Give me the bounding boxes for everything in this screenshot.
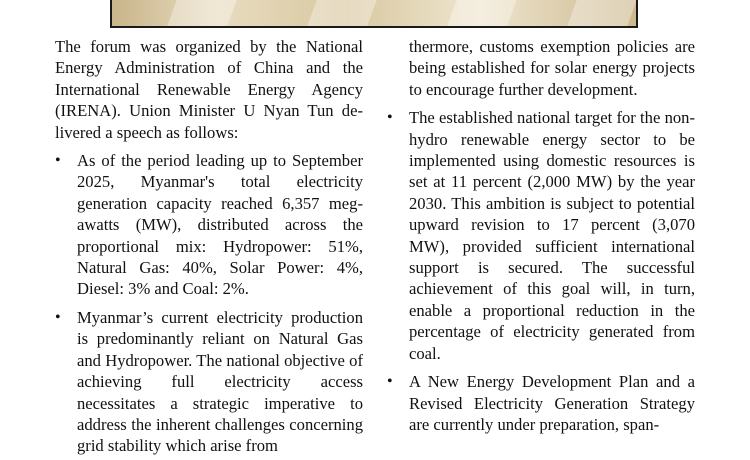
continuation-paragraph: thermore, customs exemption policies are being established for solar energy projects to encourage further development. <box>409 37 695 99</box>
bullet-icon: • <box>387 373 393 391</box>
list-item <box>55 307 363 457</box>
bullet-icon: • <box>387 109 393 127</box>
intro-paragraph: The forum was organized by the National Energy Administration of China and the International Renewable Energy Agency (IRENA). Union Minister U Nyan Tun delivered a speech as follows: <box>55 37 363 142</box>
article-photo <box>110 0 638 28</box>
list-item <box>387 371 695 435</box>
left-bullet-list <box>55 150 363 457</box>
bullet-icon: • <box>55 308 61 326</box>
list-item-text: The established national target for the non-hydro renewable energy sector to be implemented using domestic resources is set at 11 percent (2,000 MW) by the year 2030. This ambition is subject to potential upward revision to 17 percent (3,070 MW), provided sufficient international support is secured. The successful achievement of this goal will, in turn, enable a proportional reduction in the percentage of electricity generated from coal. <box>409 108 695 363</box>
list-item <box>55 150 363 300</box>
list-item-text: As of the period leading up to September 2025, Myanmar's total electricity generation capacity reached 6,357 megawatts (MW), distributed across the proportional mix: Hydropower: 51%, Natural Gas: 40%, Solar Power: 4%, Diesel: 3% and Coal: 2%. <box>77 151 363 299</box>
list-item <box>387 107 695 364</box>
right-bullet-list <box>387 107 695 435</box>
bullet-icon: • <box>55 152 61 170</box>
right-column <box>387 36 695 435</box>
list-item-text: A New Energy Development Plan and a Revised Electricity Generation Strategy are currently under preparation, span- <box>409 372 695 434</box>
list-item-text: Myanmar’s current electricity production is predominantly reliant on Natural Gas and Hydropower. The national objective of achieving full electricity access necessitates a strategic imperative to address the inherent challenges concerning grid stability which arise from <box>77 307 363 456</box>
left-column <box>55 36 363 457</box>
